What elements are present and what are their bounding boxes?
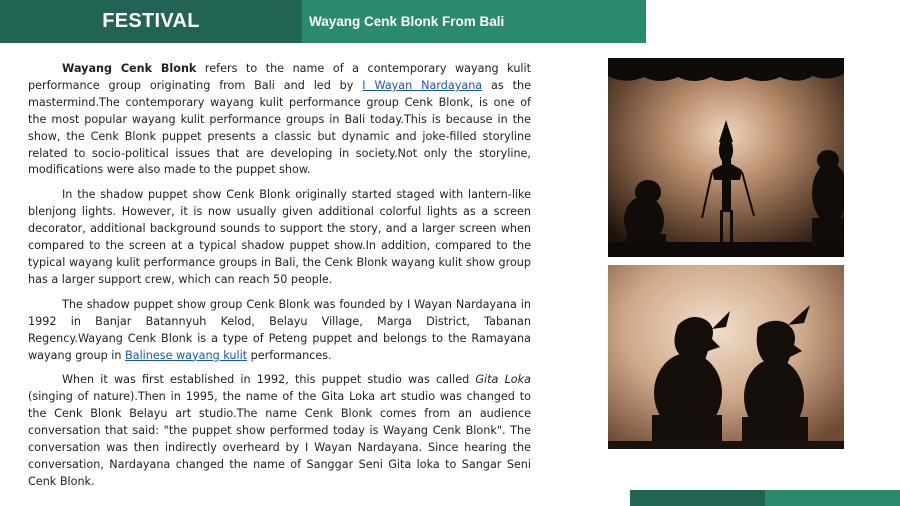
paragraph-1	[28, 61, 531, 179]
paragraph-3-text-b: performances.	[247, 348, 332, 362]
section-title: FESTIVAL	[102, 10, 200, 32]
link-i-wayan-nardayana[interactable]: I Wayan Nardayana	[362, 78, 483, 92]
link-balinese-wayang-kulit[interactable]: Balinese wayang kulit	[125, 348, 248, 362]
footer-bar-light	[765, 490, 900, 506]
lead-term: Wayang Cenk Blonk	[62, 62, 197, 75]
paragraph-1-text-a: refers to the name of a contemporary wayang kulit performance group originating from Bali and led by	[28, 62, 532, 92]
article-body	[28, 61, 531, 499]
paragraph-4	[28, 372, 531, 490]
paragraph-3-text-a: The shadow puppet show group Cenk Blonk was founded by I Wayan Nardayana in 1992 in Banjar Batannyuh Kelod, Belayu Village, Marga District, Tabanan Regency.Wayang Cenk Blonk is a type of Peteng puppet and belongs to the Ramayana wayang group in	[28, 297, 531, 362]
paragraph-3	[28, 297, 531, 365]
section-header	[0, 0, 302, 43]
paragraph-1-text-b: as the mastermind.The contemporary wayang kulit performance group Cenk Blonk, is one of the most popular wayang kulit performance groups in Bali today.This is because in the show, the Cenk Blonk puppet presents a classic but dynamic and joke-filled storyline related to socio-political issues that are developing in society.Not only the storyline, modifications were also made to the puppet show.	[28, 78, 531, 177]
page-title: Wayang Cenk Blonk From Bali	[309, 14, 505, 29]
shadow-puppet-performance-photo	[608, 58, 844, 257]
paragraph-4-text-b: (singing of nature).Then in 1995, the name of the Gita Loka art studio was changed to the Cenk Blonk Belayu art studio.The name Cenk Blonk comes from an audience conversation that said: "the puppet show performed today is Wayang Cenk Blonk". The conversation was then indirectly overheard by I Wayan Nardayana. Since hearing the conversation, Nardayana changed the name of Sanggar Seni Gita loka to Sangar Seni Cenk Blonk.	[28, 390, 531, 488]
paragraph-4-text-a: When it was first established in 1992, this puppet studio was called	[62, 373, 476, 387]
shadow-puppet-silhouettes-photo	[608, 265, 844, 449]
footer-bar-dark	[630, 490, 765, 506]
gita-loka-term: Gita Loka	[475, 373, 531, 387]
page-header	[302, 0, 646, 43]
paragraph-2: In the shadow puppet show Cenk Blonk originally started staged with lantern-like blenjong lights. However, it is now usually given additional colorful lights as a screen decorator, additional background sounds to support the story, and a larger screen when compared to the screen at a typical shadow puppet show.In addition, compared to the typical wayang kulit performance groups in Bali, the Cenk Blonk wayang kulit show group has a larger support crew, which can reach 50 people.	[28, 188, 531, 286]
